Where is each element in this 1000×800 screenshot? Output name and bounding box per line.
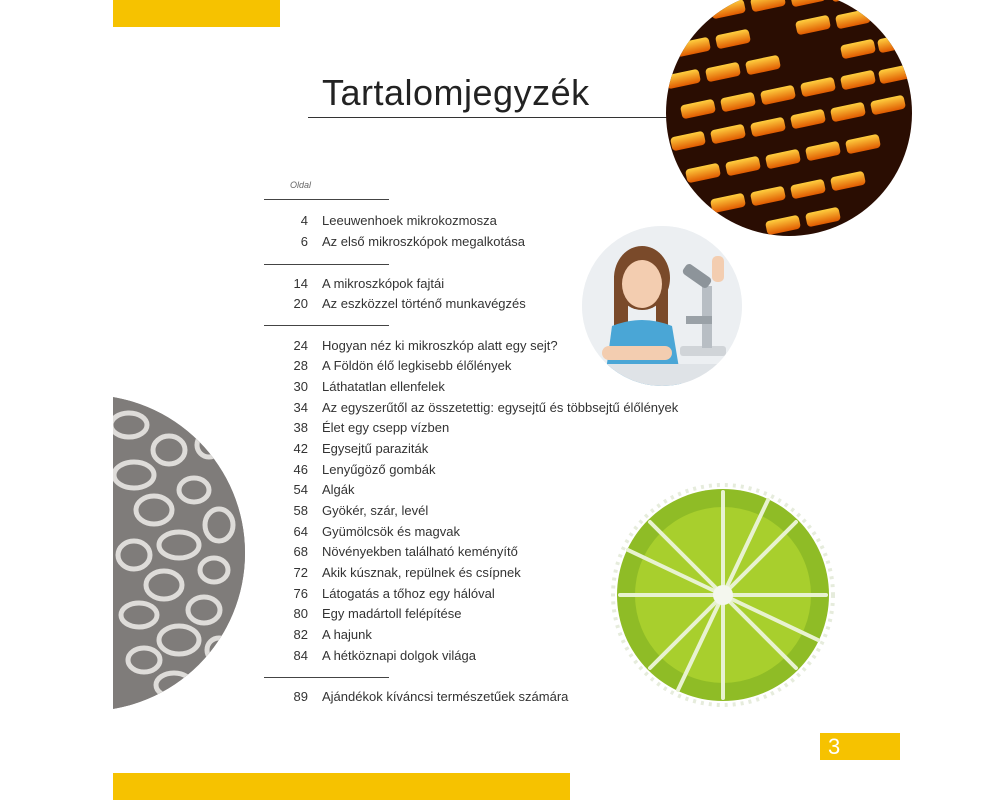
toc-entry-title: Hogyan néz ki mikroszkóp alatt egy sejt? — [322, 338, 558, 353]
toc-entry[interactable] — [264, 522, 460, 542]
toc-entry[interactable] — [264, 274, 444, 294]
toc-entry-title: Láthatatlan ellenfelek — [322, 379, 445, 394]
toc-entry[interactable] — [264, 377, 445, 397]
toc-page-number: 80 — [293, 606, 308, 621]
girl-with-microscope-image — [582, 226, 742, 386]
toc-entry-title: A hétköznapi dolgok világa — [322, 648, 476, 663]
fungal-network-image — [113, 395, 245, 711]
toc-entry-title: Az első mikroszkópok megalkotása — [322, 234, 526, 249]
section-divider — [264, 264, 389, 265]
toc-entry-title: Gyümölcsök és magvak — [322, 524, 460, 539]
toc-entry[interactable] — [264, 625, 372, 645]
toc-page-number: 46 — [293, 462, 308, 477]
page-number: 3 — [820, 733, 900, 760]
toc-page-number: 30 — [293, 379, 308, 394]
toc-entry[interactable] — [264, 646, 476, 666]
toc-entry[interactable] — [264, 584, 495, 604]
toc-entry[interactable] — [264, 439, 428, 459]
bottom-accent-bar — [113, 773, 570, 800]
toc-page-number: 84 — [293, 648, 308, 663]
toc-entry[interactable] — [264, 501, 428, 521]
toc-page-number: 89 — [293, 689, 308, 704]
toc-entry-title: A hajunk — [322, 627, 372, 642]
butterfly-wing-image — [666, 0, 912, 236]
toc-entry[interactable] — [264, 687, 568, 707]
toc-entry-title: Algák — [322, 482, 355, 497]
toc-page-number: 28 — [293, 358, 308, 373]
toc-page-number: 6 — [300, 234, 308, 249]
diatom-algae-image — [608, 480, 838, 710]
toc-entry-title: Az eszközzel történő munkavégzés — [322, 296, 526, 311]
toc-entry[interactable] — [264, 460, 435, 480]
toc-page-number: 76 — [293, 586, 308, 601]
toc-entry-title: A mikroszkópok fajtái — [322, 276, 445, 291]
toc-entry-title: Élet egy csepp vízben — [322, 420, 450, 435]
toc-page-number: 64 — [293, 524, 308, 539]
section-divider — [264, 677, 389, 678]
toc-entry-title: Ajándékok kíváncsi természetűek számára — [322, 689, 569, 704]
toc-page-number: 68 — [293, 544, 308, 559]
toc-page-number: 82 — [293, 627, 308, 642]
toc-entry[interactable] — [264, 418, 449, 438]
toc-entry-title: Növényekben található keményítő — [322, 544, 518, 559]
section-divider — [264, 325, 389, 326]
toc-page-number: 42 — [293, 441, 308, 456]
toc-entry[interactable] — [264, 356, 511, 376]
toc-page-number: 54 — [293, 482, 308, 497]
toc-page-number: 34 — [293, 400, 308, 415]
toc-page-number: 38 — [293, 420, 308, 435]
toc-entry-title: Akik kúsznak, repülnek és csípnek — [322, 565, 521, 580]
toc-entry[interactable] — [264, 211, 497, 231]
page-title: Tartalomjegyzék — [322, 72, 590, 113]
toc-page-number: 20 — [293, 296, 308, 311]
toc-entry[interactable] — [264, 604, 461, 624]
toc-entry[interactable] — [264, 542, 518, 562]
toc-entry-title: A Földön élő legkisebb élőlények — [322, 358, 512, 373]
toc-page-number: 72 — [293, 565, 308, 580]
toc-entry[interactable] — [264, 480, 355, 500]
toc-page-number: 58 — [293, 503, 308, 518]
toc-entry-title: Egy madártoll felépítése — [322, 606, 462, 621]
toc-page-number: 4 — [300, 213, 308, 228]
toc-entry[interactable] — [264, 398, 678, 418]
toc-page-number: 14 — [293, 276, 308, 291]
toc-entry-title: Lenyűgöző gombák — [322, 462, 436, 477]
page-column-label: Oldal — [290, 180, 312, 190]
toc-entry[interactable] — [264, 232, 525, 252]
toc-entry-title: Leeuwenhoek mikrokozmosza — [322, 213, 497, 228]
toc-page-number: 24 — [293, 338, 308, 353]
toc-entry-title: Gyökér, szár, levél — [322, 503, 429, 518]
toc-entry[interactable] — [264, 563, 521, 583]
toc-entry[interactable] — [264, 294, 526, 314]
toc-entry-title: Az egyszerűtől az összetettig: egysejtű és többsejtű élőlények — [322, 400, 679, 415]
title-underline — [308, 117, 668, 118]
toc-entry-title: Egysejtű paraziták — [322, 441, 429, 456]
toc-entry-title: Látogatás a tőhoz egy hálóval — [322, 586, 495, 601]
section-divider — [264, 199, 389, 200]
toc-entry[interactable] — [264, 336, 558, 356]
top-accent-bar — [113, 0, 280, 27]
